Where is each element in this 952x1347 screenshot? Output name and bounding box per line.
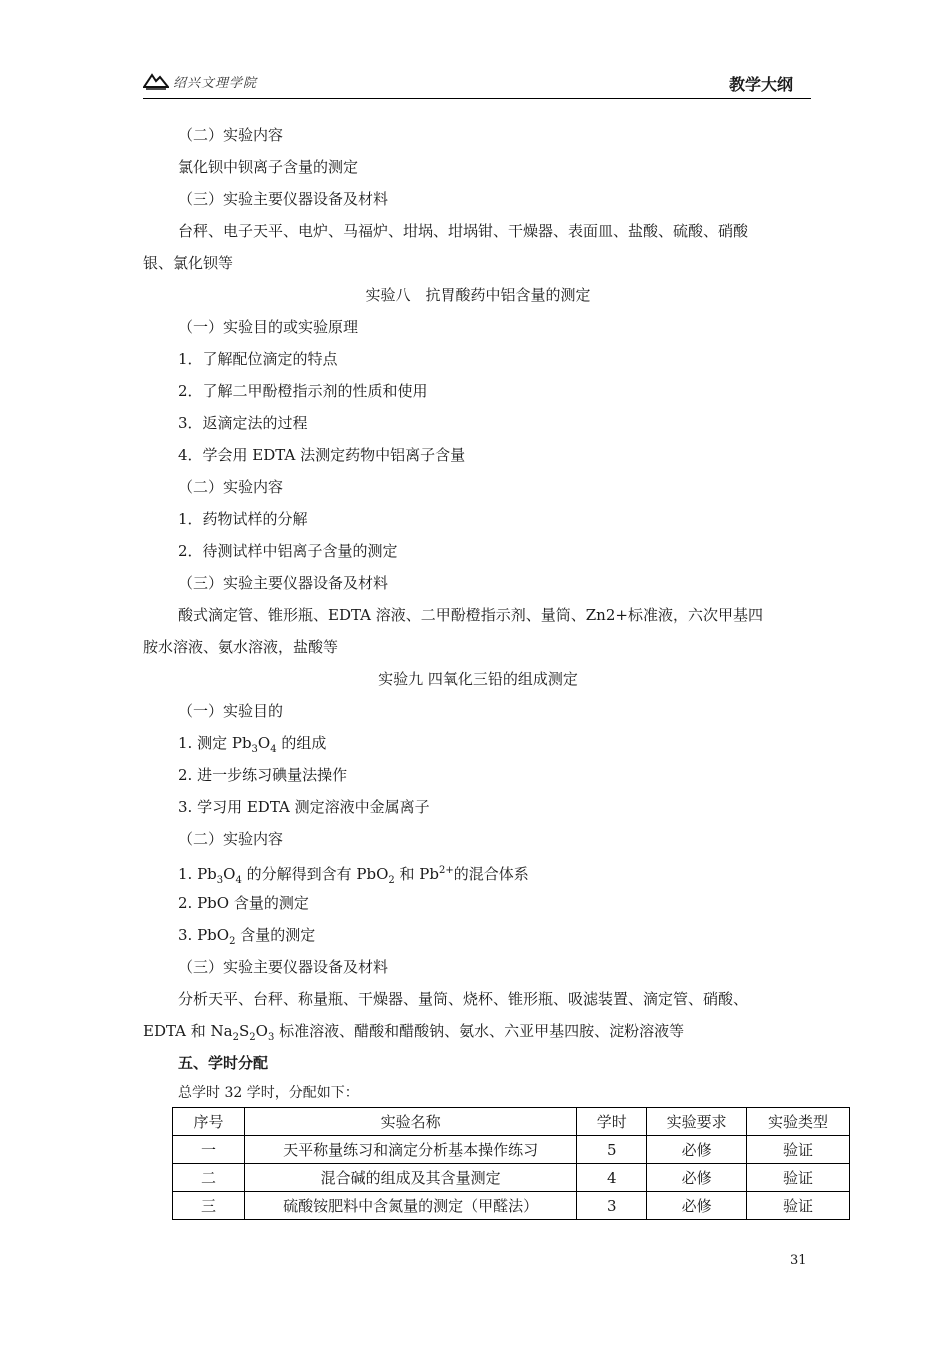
page-number: 31 bbox=[790, 1253, 807, 1268]
text-segment: 的组成 bbox=[276, 734, 327, 752]
table-cell: 硫酸铵肥料中含氮量的测定（甲醛法） bbox=[244, 1192, 576, 1220]
text-segment: O bbox=[255, 1022, 268, 1040]
experiment-title: 实验九 四氧化三铅的组成测定 bbox=[378, 670, 578, 688]
table-header-cell: 实验要求 bbox=[647, 1108, 747, 1136]
table-cell: 4 bbox=[577, 1164, 647, 1192]
table-cell: 必修 bbox=[647, 1192, 747, 1220]
text-line: （一）实验目的或实验原理 bbox=[178, 318, 359, 336]
text-line: 分析天平、台秤、称量瓶、干燥器、量筒、烧杯、锥形瓶、吸滤装置、滴定管、硝酸、 bbox=[178, 990, 749, 1008]
text-line: 银、氯化钡等 bbox=[143, 254, 234, 272]
subscript: 3 bbox=[251, 744, 258, 755]
text-line bbox=[143, 855, 813, 887]
text-line: （三）实验主要仪器设备及材料 bbox=[178, 958, 389, 976]
table-row bbox=[173, 1136, 850, 1164]
text-line: （三）实验主要仪器设备及材料 bbox=[178, 190, 389, 208]
text-line: （二）实验内容 bbox=[178, 126, 284, 144]
text-line: 3．返滴定法的过程 bbox=[178, 414, 308, 432]
text-segment: 3. PbO bbox=[178, 926, 230, 944]
text-line: （二）实验内容 bbox=[178, 478, 284, 496]
text-line: 2. 进一步练习碘量法操作 bbox=[178, 766, 348, 784]
text-segment: 和 Pb bbox=[394, 865, 439, 883]
text-line: 胺水溶液、氨水溶液，盐酸等 bbox=[143, 638, 339, 656]
logo-mark-icon bbox=[143, 72, 169, 90]
subscript: 3 bbox=[267, 1032, 275, 1043]
subscript: 4 bbox=[235, 875, 242, 886]
logo-text: 绍兴文理学院 bbox=[173, 75, 258, 91]
subscript: 2 bbox=[229, 936, 236, 947]
text-segment: 的分解得到含有 PbO bbox=[241, 865, 389, 883]
text-line: （二）实验内容 bbox=[178, 830, 284, 848]
superscript: 2+ bbox=[438, 865, 454, 876]
table-header-row bbox=[173, 1108, 850, 1136]
subscript: 4 bbox=[270, 744, 277, 755]
text-line: （三）实验主要仪器设备及材料 bbox=[178, 574, 389, 592]
table-row bbox=[173, 1192, 850, 1220]
subscript: 3 bbox=[216, 875, 224, 886]
text-line: 1．了解配位滴定的特点 bbox=[178, 350, 338, 368]
subscript: 2 bbox=[388, 875, 395, 886]
table-cell: 天平称量练习和滴定分析基本操作练习 bbox=[244, 1136, 576, 1164]
table-cell: 验证 bbox=[747, 1136, 850, 1164]
text-line bbox=[143, 727, 813, 759]
text-segment: O bbox=[257, 734, 271, 752]
text-line: 3. 学习用 EDTA 测定溶液中金属离子 bbox=[178, 798, 430, 816]
subscript: 2 bbox=[249, 1032, 256, 1043]
document-body bbox=[143, 119, 813, 1107]
text-line bbox=[143, 1015, 813, 1047]
text-segment: 含量的测定 bbox=[235, 926, 316, 944]
text-segment: S bbox=[238, 1022, 250, 1040]
table-header-cell: 实验类型 bbox=[747, 1108, 850, 1136]
text-segment: 标准溶液、醋酸和醋酸钠、氨水、六亚甲基四胺、淀粉溶液等 bbox=[274, 1022, 685, 1040]
text-line: 氯化钡中钡离子含量的测定 bbox=[178, 158, 359, 176]
text-line: 2．待测试样中铝离子含量的测定 bbox=[178, 542, 398, 560]
text-line: 台秤、电子天平、电炉、马福炉、坩埚、坩埚钳、干燥器、表面皿、盐酸、硫酸、硝酸 bbox=[178, 222, 749, 240]
text-line: 4．学会用 EDTA 法测定药物中铝离子含量 bbox=[178, 446, 466, 464]
table-header-cell: 实验名称 bbox=[244, 1108, 576, 1136]
university-logo bbox=[143, 70, 257, 92]
text-segment: EDTA 和 Na bbox=[143, 1022, 233, 1040]
section-heading: 五、学时分配 bbox=[178, 1054, 269, 1072]
page-header bbox=[143, 66, 811, 99]
table-cell: 必修 bbox=[647, 1136, 747, 1164]
text-line bbox=[143, 919, 813, 951]
hours-allocation-table bbox=[172, 1107, 850, 1220]
text-segment: 1. 测定 Pb bbox=[178, 734, 252, 752]
table-row bbox=[173, 1164, 850, 1192]
text-segment: O bbox=[223, 865, 236, 883]
table-header-cell: 序号 bbox=[173, 1108, 245, 1136]
table-cell: 混合碱的组成及其含量测定 bbox=[244, 1164, 576, 1192]
subscript: 2 bbox=[232, 1032, 239, 1043]
table-cell: 三 bbox=[173, 1192, 245, 1220]
experiment-title: 实验八 抗胃酸药中铝含量的测定 bbox=[365, 286, 591, 304]
table-cell: 验证 bbox=[747, 1164, 850, 1192]
text-segment: 的混合体系 bbox=[453, 865, 529, 883]
text-line: 2. PbO 含量的测定 bbox=[178, 894, 309, 912]
table-header-cell: 学时 bbox=[577, 1108, 647, 1136]
text-line: 1．药物试样的分解 bbox=[178, 510, 308, 528]
table-cell: 验证 bbox=[747, 1192, 850, 1220]
text-line: （一）实验目的 bbox=[178, 702, 284, 720]
table-cell: 5 bbox=[577, 1136, 647, 1164]
table-cell: 二 bbox=[173, 1164, 245, 1192]
table-cell: 一 bbox=[173, 1136, 245, 1164]
table-cell: 3 bbox=[577, 1192, 647, 1220]
header-title: 教学大纲 bbox=[728, 75, 793, 94]
text-line: 酸式滴定管、锥形瓶、EDTA 溶液、二甲酚橙指示剂、量筒、Zn2+标准液，六次甲基四 bbox=[178, 606, 763, 624]
text-segment: 1. Pb bbox=[178, 865, 217, 883]
allocation-intro: 总学时 32 学时，分配如下： bbox=[178, 1085, 359, 1101]
text-line: 2．了解二甲酚橙指示剂的性质和使用 bbox=[178, 382, 428, 400]
table-cell: 必修 bbox=[647, 1164, 747, 1192]
